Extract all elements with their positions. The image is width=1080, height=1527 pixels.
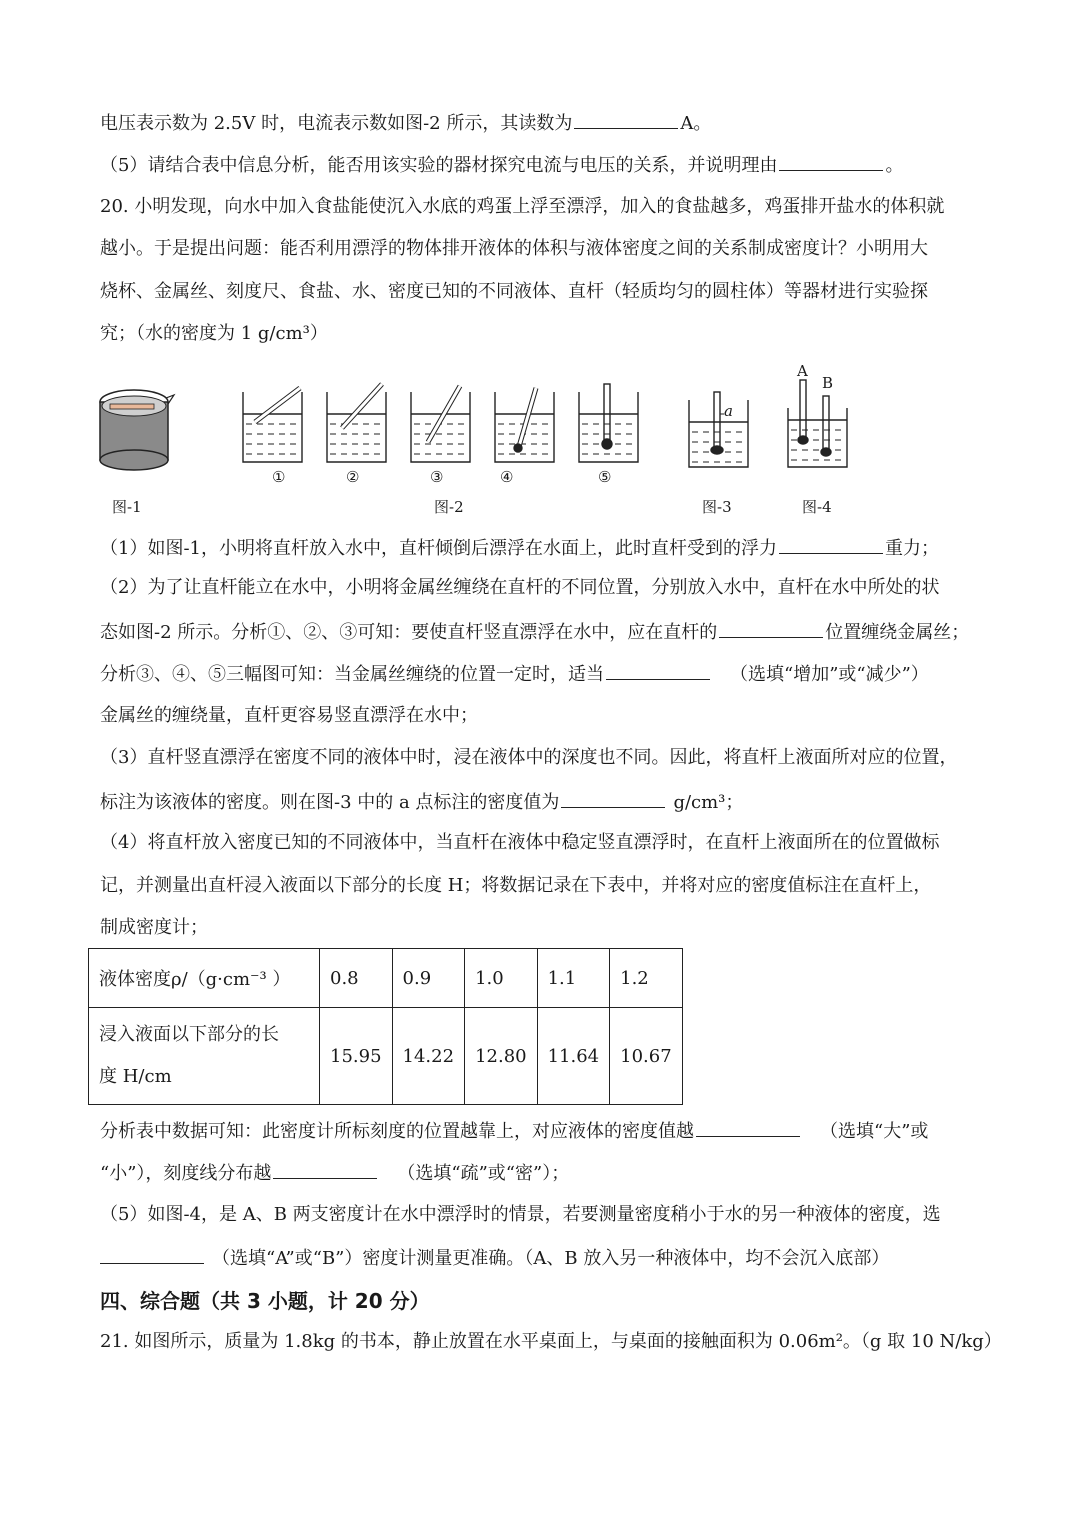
figure-3-beaker: [689, 392, 748, 467]
figure-label: ③: [430, 468, 444, 486]
text-line: 制成密度计；: [100, 917, 208, 938]
data-table: [88, 948, 683, 1105]
text: A。: [680, 113, 712, 134]
rod-b-label: B: [822, 374, 834, 392]
section-heading: 四、综合题（共 3 小题，计 20 分）: [100, 1289, 430, 1313]
table-header-cell: 液体密度ρ/（g·cm⁻³ ）: [89, 949, 320, 1008]
text-line: 究；（水的密度为 1 g/cm³）: [100, 323, 328, 344]
table-header-cell: [89, 1008, 320, 1105]
header-line: 浸入液面以下部分的长: [99, 1024, 279, 1045]
figure-1-beaker: [100, 390, 174, 470]
text-line: 金属丝的缠绕量，直杆更容易竖直漂浮在水中；: [100, 705, 478, 726]
text-line: 烧杯、金属丝、刻度尺、食盐、水、密度已知的不同液体、直杆（轻质均匀的圆柱体）等器材进行实验探: [100, 281, 928, 302]
figure-3-caption: 图-3: [702, 498, 732, 516]
answer-blank[interactable]: [100, 1245, 204, 1264]
text: 态如图-2 所示。分析①、②、③可知：要使直杆竖直漂浮在水中，应在直杆的: [100, 622, 718, 643]
answer-blank[interactable]: [273, 1160, 377, 1179]
table-row: [89, 949, 683, 1008]
answer-blank[interactable]: [574, 110, 678, 129]
figure-label: ②: [346, 468, 360, 486]
figures-svg: [90, 362, 990, 522]
answer-blank[interactable]: [779, 535, 883, 554]
text-line: [100, 661, 929, 687]
text: （1）如图-1，小明将直杆放入水中，直杆倾倒后漂浮在水面上，此时直杆受到的浮力: [100, 538, 777, 559]
table-cell: 14.22: [392, 1008, 465, 1105]
point-a-label: a: [724, 402, 733, 420]
question-5-line: （5）如图-4，是 A、B 两支密度计在水中漂浮时的情景，若要测量密度稍小于水的另一种液体的密度，选: [100, 1204, 941, 1225]
figure-1-caption: 图-1: [112, 498, 142, 516]
text-line: [100, 110, 711, 136]
table-cell: 1.0: [465, 949, 538, 1008]
text-line: [100, 152, 903, 178]
text: （选填“疏”或“密”）；: [397, 1163, 570, 1184]
text-line: 越小。于是提出问题：能否利用漂浮的物体排开液体的体积与液体密度之间的关系制成密度计？小明用大: [100, 238, 928, 259]
figure-4-caption: 图-4: [802, 498, 832, 516]
text: （5）请结合表中信息分析，能否用该实验的器材探究电流与电压的关系，并说明理由: [100, 155, 778, 176]
text: 标注为该液体的密度。则在图-3 中的 a 点标注的密度值为: [100, 792, 560, 813]
answer-blank[interactable]: [779, 152, 883, 171]
question-3-line: （3）直杆竖直漂浮在密度不同的液体中时，浸在液体中的深度也不同。因此，将直杆上液面所对应的位置，: [100, 747, 958, 768]
question-20-line: 20. 小明发现，向水中加入食盐能使沉入水底的鸡蛋上浮至漂浮，加入的食盐越多，鸡蛋排开盐水的体积就: [100, 196, 945, 217]
text: 。: [885, 155, 904, 176]
text: 分析③、④、⑤三幅图可知：当金属丝缠绕的位置一定时，适当: [100, 664, 604, 685]
answer-blank[interactable]: [696, 1118, 800, 1137]
text: 重力；: [884, 538, 939, 559]
text: （选填“A”或“B”）密度计测量更准确。（A、B 放入另一种液体中，均不会沉入底部）: [212, 1248, 890, 1269]
table-cell: 12.80: [465, 1008, 538, 1105]
answer-blank[interactable]: [561, 789, 665, 808]
table-cell: 1.2: [610, 949, 683, 1008]
table-row: [89, 1008, 683, 1105]
header-line: 度 H/cm: [99, 1066, 172, 1087]
figure-label: ⑤: [598, 468, 612, 486]
text: （选填“增加”或“减少”）: [730, 664, 929, 685]
figure-2-beakers: [243, 384, 638, 462]
question-1-line: [100, 535, 939, 561]
figure-label: ①: [272, 468, 286, 486]
table-cell: 0.9: [392, 949, 465, 1008]
experiment-figures: [90, 362, 990, 522]
question-4-line: （4）将直杆放入密度已知的不同液体中，当直杆在液体中稳定竖直漂浮时，在直杆上液面所在的位置做标: [100, 832, 940, 853]
text-line: 记，并测量出直杆浸入液面以下部分的长度 H；将数据记录在下表中，并将对应的密度值标注在直杆上，: [100, 875, 932, 896]
text: 电压表示数为 2.5V 时，电流表示数如图-2 所示，其读数为: [100, 113, 573, 134]
text: g/cm³；: [673, 792, 744, 813]
text: “小”），刻度线分布越: [100, 1163, 272, 1184]
table-cell: 11.64: [537, 1008, 610, 1105]
rod-a-label: A: [797, 362, 808, 380]
text: 位置缠绕金属丝；: [825, 622, 970, 643]
answer-blank[interactable]: [719, 619, 823, 638]
text: （选填“大”或: [820, 1121, 929, 1142]
text-line: [100, 1118, 928, 1144]
question-21-line: 21. 如图所示，质量为 1.8kg 的书本，静止放置在水平桌面上，与桌面的接触面积为 0.06m²。（g 取 10 N/kg）: [100, 1331, 1002, 1352]
figure-label: ④: [500, 468, 514, 486]
question-2-line: （2）为了让直杆能立在水中，小明将金属丝缠绕在直杆的不同位置，分别放入水中，直杆在水中所处的状: [100, 577, 940, 598]
table-cell: 10.67: [610, 1008, 683, 1105]
text-line: [100, 1245, 889, 1271]
text: 分析表中数据可知：此密度计所标刻度的位置越靠上，对应液体的密度值越: [100, 1121, 694, 1142]
table-cell: 0.8: [320, 949, 393, 1008]
table-cell: 1.1: [537, 949, 610, 1008]
answer-blank[interactable]: [606, 661, 710, 680]
text-line: [100, 789, 743, 815]
figure-4-beaker: [788, 380, 847, 467]
table-cell: 15.95: [320, 1008, 393, 1105]
text-line: [100, 1160, 569, 1186]
text-line: [100, 619, 969, 645]
figure-2-caption: 图-2: [434, 498, 464, 516]
